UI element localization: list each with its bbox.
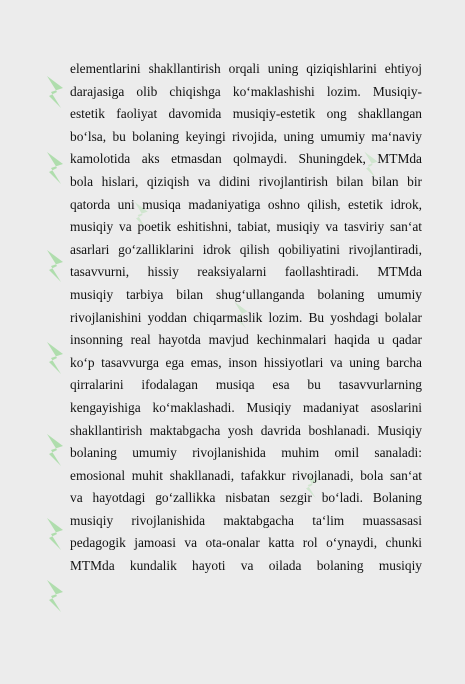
text-line: asarlari go‘zalliklarini idrok qilish qobiliyatini rivojlantiradi,	[70, 241, 422, 257]
text-line: musiqiy rivojlanishida maktabgacha ta‘lim muassasasi	[70, 512, 422, 528]
text-line: elementlarini shakllantirish orqali uning qiziqishlarini ehtiyoj	[70, 61, 422, 76]
text-line: bolaning umumiy rivojlanishida muhim omil sanaladi:	[70, 445, 422, 461]
watermark-mark	[43, 340, 67, 376]
text-line: kengayishiga ko‘maklashadi. Musiqiy madaniyat asoslarini	[70, 399, 422, 415]
text-line: tasavvurni, hissiy reaksiyalarni faollashtiradi. MTMda	[70, 264, 422, 280]
text-line: musiqiy va poetik eshitishni, tabiat, musiqiy va tasviriy san‘at	[70, 219, 422, 235]
text-line: va hayotdagi go‘zallikka nisbatan sezgir bo‘ladi. Bolaning	[70, 490, 422, 506]
text-line: MTMda kundalik hayoti va oilada bolaning musiqiy	[70, 558, 422, 574]
watermark-mark	[43, 578, 67, 614]
text-line: emosional muhit shakllanadi, tafakkur rivojlanadi, bola san‘at	[70, 467, 422, 483]
text-line: qatorda uni musiqa madaniyatiga oshno qilish, estetik idrok,	[70, 196, 422, 212]
text-line: rivojlanishini yoddan chiqarmaslik lozim. Bu yoshdagi bolalar	[70, 309, 422, 325]
text-line: musiqiy tarbiya bilan shug‘ullanganda bolaning umumiy	[70, 286, 422, 302]
body-paragraph	[70, 58, 422, 578]
text-line: qirralarini ifodalagan musiqa esa bu tasavvurlarning	[70, 377, 422, 393]
text-line: bola hislari, qiziqish va didini rivojlantirish bilan bilan bir	[70, 173, 422, 189]
text-line: insonning real hayotda mavjud kechinmalari haqida u qadar	[70, 332, 422, 348]
watermark-mark	[43, 248, 67, 284]
watermark-mark	[43, 432, 67, 468]
text-line: shakllantirish maktabgacha yosh davrida boshlanadi. Musiqiy	[70, 422, 422, 438]
watermark-mark	[43, 150, 67, 186]
text-line: estetik faoliyat davomida musiqiy-estetik ong shakllangan	[70, 106, 422, 122]
watermark-mark	[43, 516, 67, 552]
text-line: darajasiga olib chiqishga ko‘maklashishi lozim. Musiqiy-	[70, 83, 422, 99]
text-line: bo‘lsa, bu bolaning keyingi rivojida, uning umumiy ma‘naviy	[70, 128, 422, 144]
watermark-mark	[43, 74, 67, 110]
text-line: kamolotida aks etmasdan qolmaydi. Shuningdek, MTMda	[70, 151, 422, 167]
text-line: ko‘p tasavvurga ega emas, inson hissiyotlari va uning barcha	[70, 354, 422, 370]
text-line: pedagogik jamoasi va ota-onalar katta rol o‘ynaydi, chunki	[70, 535, 422, 551]
